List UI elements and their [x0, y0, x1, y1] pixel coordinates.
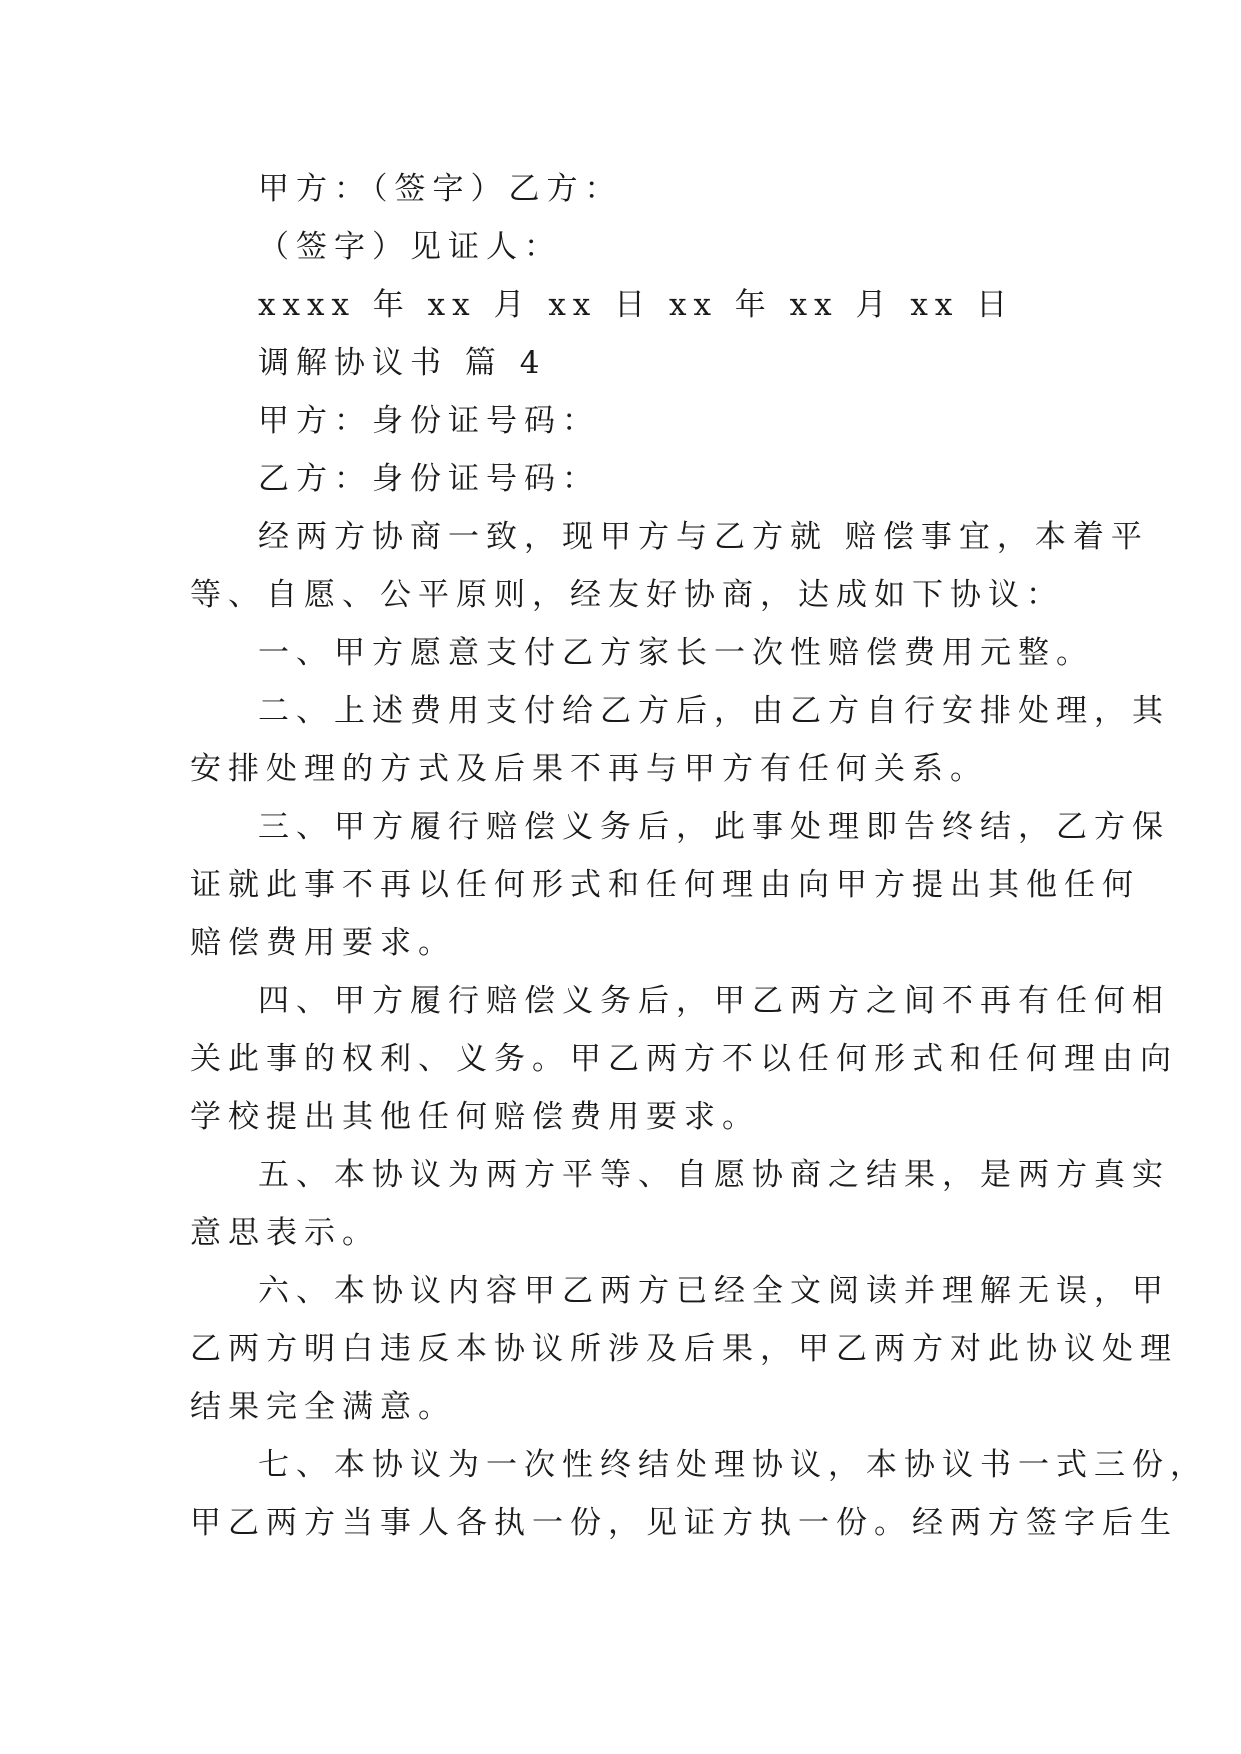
clause-4-line-2: 关此事的权利、义务。甲乙两方不以任何形式和任何理由向 — [190, 1041, 1178, 1077]
clause-1-line-1: 一、甲方愿意支付乙方家长一次性赔偿费用元整。 — [258, 635, 1094, 671]
clause-5-line-2: 意思表示。 — [190, 1215, 380, 1251]
clause-2-line-2: 安排处理的方式及后果不再与甲方有任何关系。 — [190, 751, 988, 787]
preamble-line-1: 经两方协商一致，现甲方与乙方就 赔偿事宜，本着平 — [258, 519, 1149, 555]
party-b-id-line: 乙方：身份证号码： — [258, 461, 600, 497]
clause-6-line-1: 六、本协议内容甲乙两方已经全文阅读并理解无误，甲 — [258, 1273, 1170, 1309]
clause-3-line-2: 证就此事不再以任何形式和任何理由向甲方提出其他任何 — [190, 867, 1140, 903]
party-a-id-line: 甲方：身份证号码： — [258, 403, 600, 439]
date-line: xxxx 年 xx 月 xx 日 xx 年 xx 月 xx 日 — [258, 287, 1015, 323]
clause-6-line-3: 结果完全满意。 — [190, 1389, 456, 1425]
signature-line-party-a-b: 甲方：（签字）乙方： — [258, 171, 623, 207]
clause-4-line-1: 四、甲方履行赔偿义务后，甲乙两方之间不再有任何相 — [258, 983, 1170, 1019]
signature-line-witness: （签字）见证人： — [258, 229, 562, 265]
clause-3-line-1: 三、甲方履行赔偿义务后，此事处理即告终结，乙方保 — [258, 809, 1170, 845]
clause-3-line-3: 赔偿费用要求。 — [190, 925, 456, 961]
clause-6-line-2: 乙两方明白违反本协议所涉及后果，甲乙两方对此协议处理 — [190, 1331, 1178, 1367]
section-title: 调解协议书 篇 4 — [258, 345, 547, 381]
preamble-line-2: 等、自愿、公平原则，经友好协商，达成如下协议： — [190, 577, 1064, 613]
clause-7-line-1: 七、本协议为一次性终结处理协议，本协议书一式三份， — [258, 1447, 1208, 1483]
clause-2-line-1: 二、上述费用支付给乙方后，由乙方自行安排处理，其 — [258, 693, 1170, 729]
clause-4-line-3: 学校提出其他任何赔偿费用要求。 — [190, 1099, 760, 1135]
clause-7-line-2: 甲乙两方当事人各执一份，见证方执一份。经两方签字后生 — [190, 1505, 1178, 1541]
clause-5-line-1: 五、本协议为两方平等、自愿协商之结果，是两方真实 — [258, 1157, 1170, 1193]
document-page — [190, 160, 1208, 1552]
